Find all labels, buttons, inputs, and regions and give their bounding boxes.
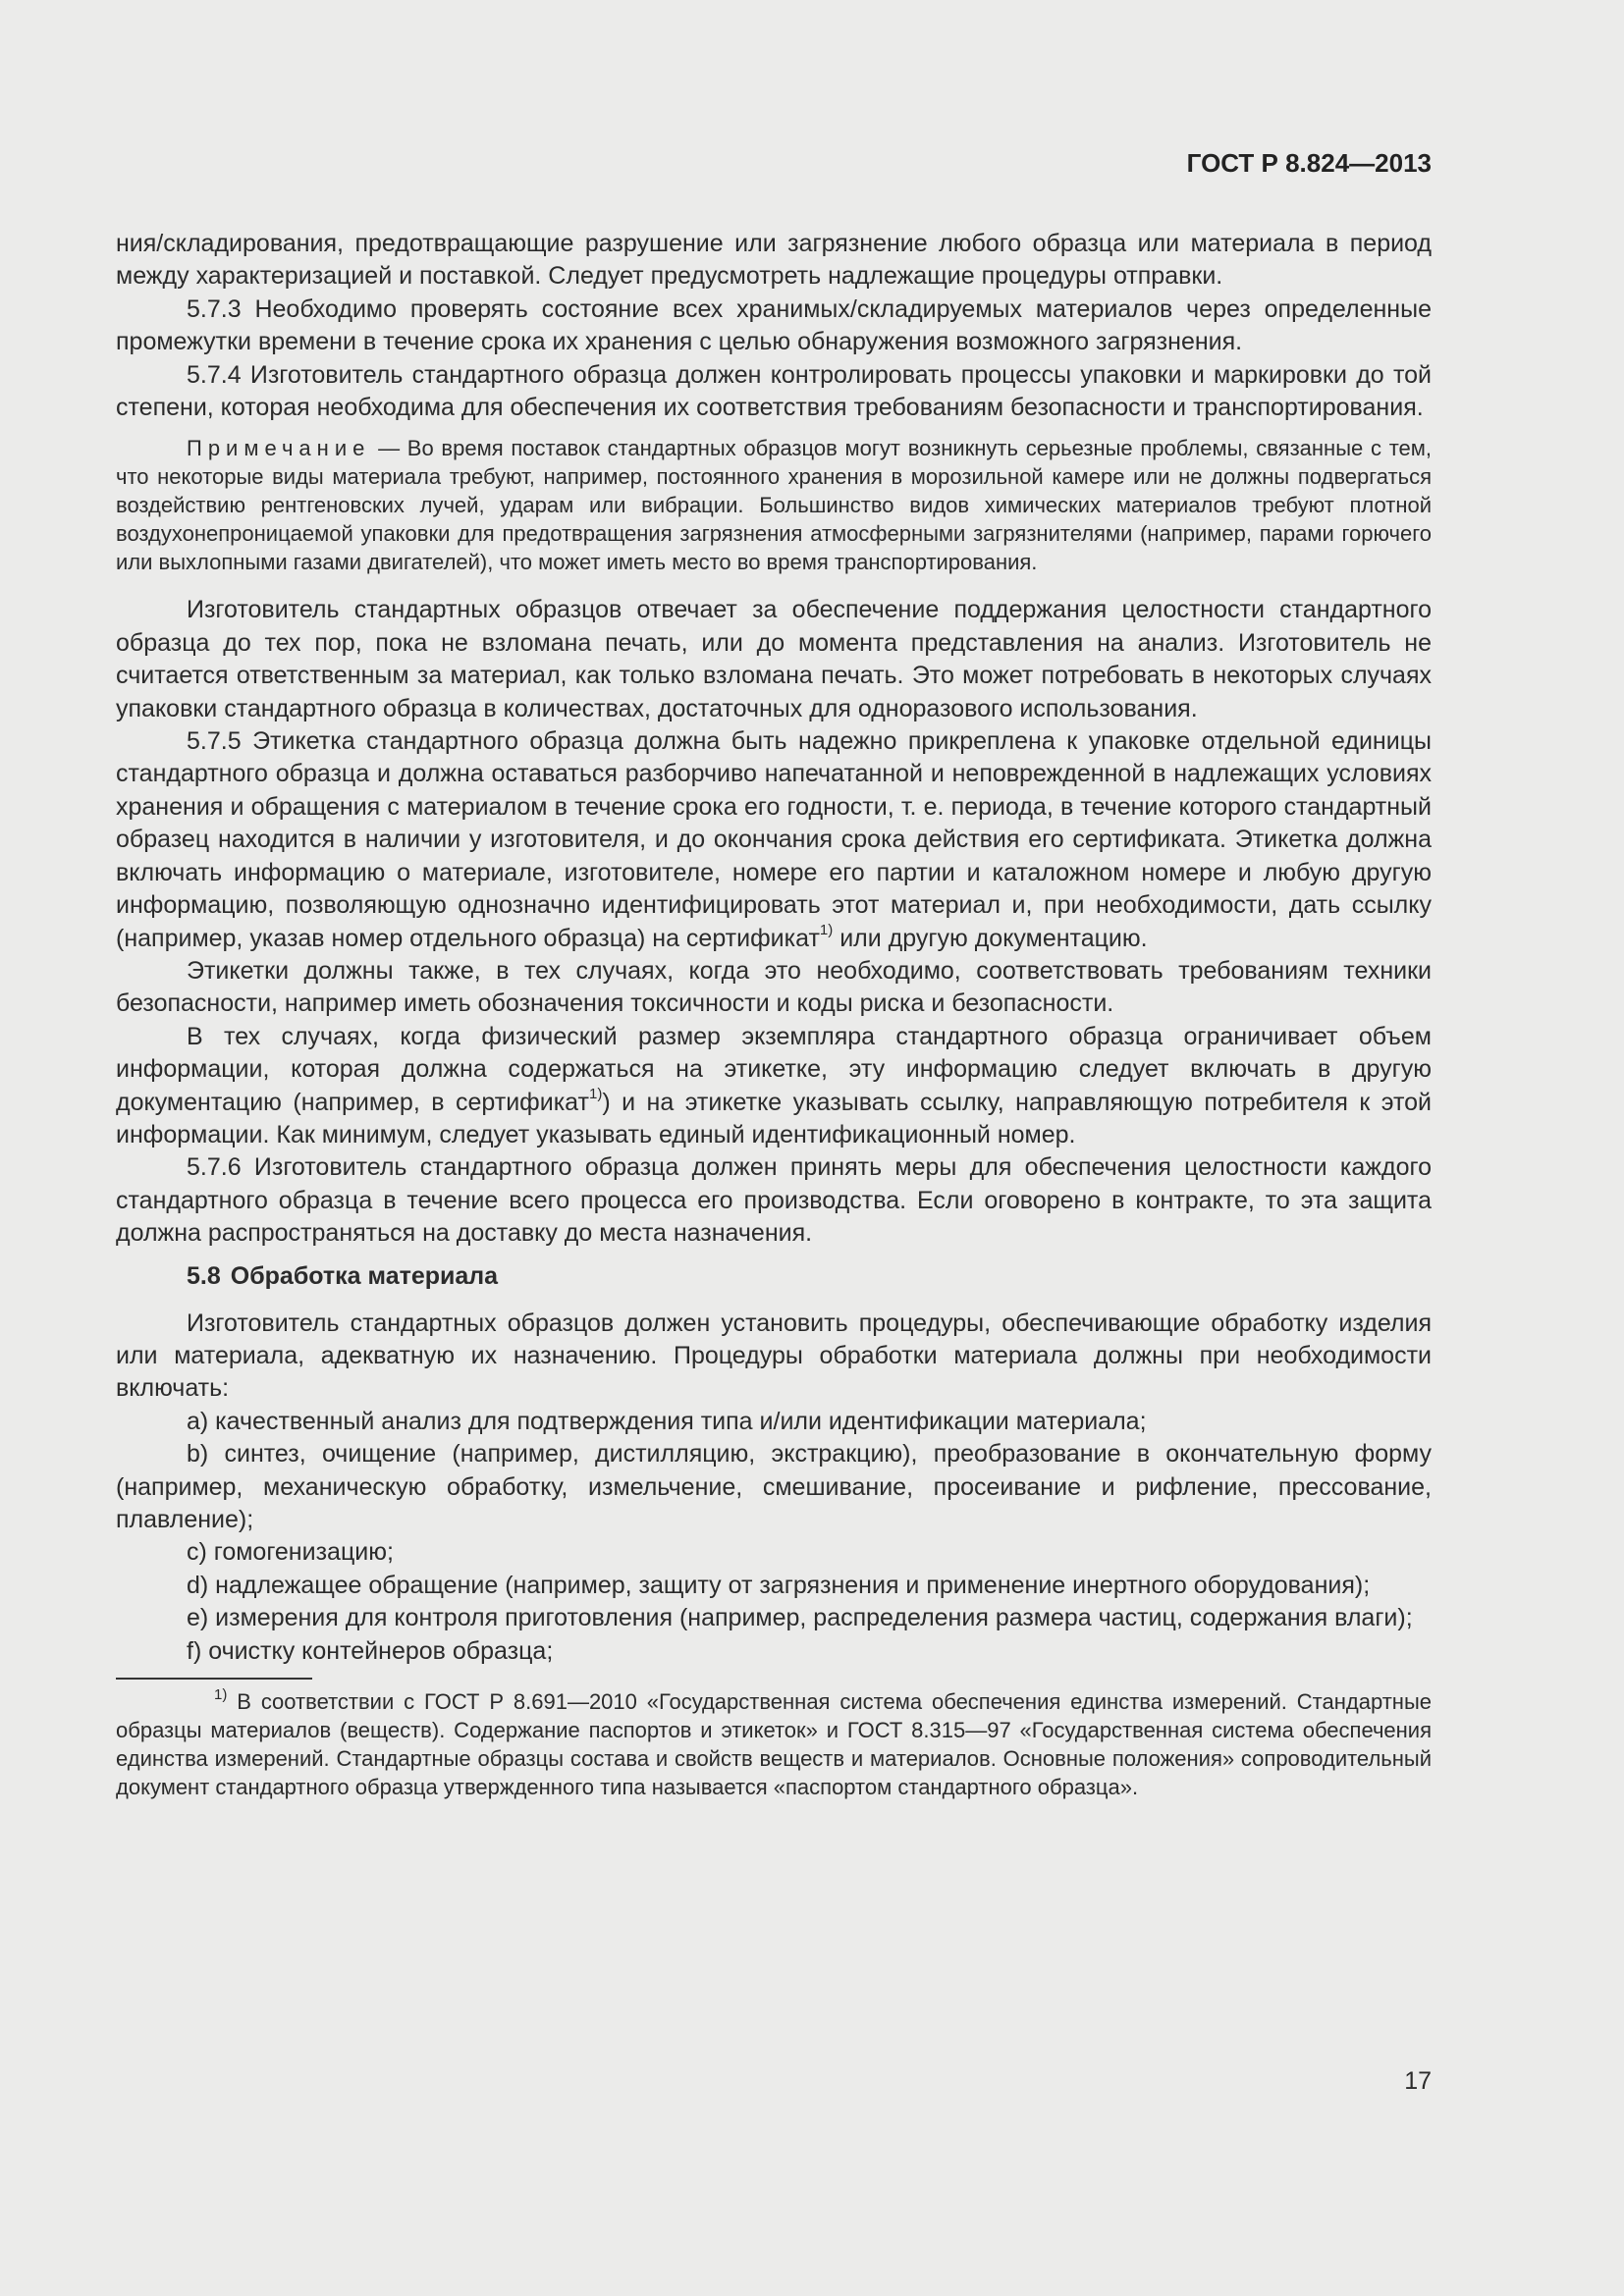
list-item: a) качественный анализ для подтверждения типа и/или идентификации материала;: [187, 1407, 1147, 1435]
paragraph-small-size-text: В тех случаях, когда физический размер экземпляра стандартного образца ограничивает объем информации, которая должна содержаться на этикетке, эту информацию следует включать в другую документацию (например, в сертификат: [116, 1022, 1432, 1116]
paragraph-5-7-5-text: 5.7.5 Этикетка стандартного образца должна быть надежно прикреплена к упаковке отдельной единицы стандартного образца и должна оставаться разборчиво напечатанной и неповрежденной в надлежащих условиях хранения и обращения с материалом в течение срока его годности, т. е. периода, в течение которого стандартный образец находится в наличии у изготовителя, и до окончания срока действия его сертификата. Этикетка должна включать информацию о материале, изготовителе, номере его партии и каталожном номере и любую другую информацию, позволяющую однозначно идентифицировать этот материал и, при необходимости, дать ссылку (например, указав номер отдельного образца) на сертификат: [116, 727, 1432, 952]
paragraph-integrity: Изготовитель стандартных образцов отвечает за обеспечение поддержания целостности стандартного образца до тех пор, пока не взломана печать, или до момента представления на анализ. Изготовитель не считается ответственным за материал, как только взломана печать. Это может потребовать в некоторых случаях упаковки стандартного образца в количествах, достаточных для одноразового использования.: [116, 596, 1432, 722]
footnote-divider: [116, 1678, 312, 1680]
paragraph-5-7-6: 5.7.6 Изготовитель стандартного образца должен принять меры для обеспечения целостности каждого стандартного образца в течение всего процесса его производства. Если оговорено в контракте, то эта защита должна распространяться на доставку до места назначения.: [116, 1153, 1432, 1248]
note-block: [116, 434, 1432, 576]
paragraph-labels-safety: Этикетки должны также, в тех случаях, когда это необходимо, соответствовать требованиям техники безопасности, например иметь обозначения токсичности и коды риска и безопасности.: [116, 956, 1432, 1018]
paragraph-small-size: [116, 1021, 1432, 1152]
section-title: Обработка материала: [230, 1261, 499, 1290]
paragraph-5-7-3: 5.7.3 Необходимо проверять состояние всех хранимых/складируемых материалов через определенные промежутки времени в течение срока их хранения с целью обнаружения возможного загрязнения.: [116, 294, 1432, 356]
footnote: [116, 1687, 1432, 1801]
list-item: d) надлежащее обращение (например, защиту от загрязнения и применение инертного оборудования);: [187, 1571, 1371, 1599]
section-intro: Изготовитель стандартных образцов должен установить процедуры, обеспечивающие обработку изделия или материала, адекватную их назначению. Процедуры обработки материала должны при необходимости включать:: [116, 1308, 1432, 1403]
page-number: 17: [1404, 2067, 1432, 2095]
list-item: c) гомогенизацию;: [187, 1538, 394, 1567]
footnote-ref: 1): [819, 922, 834, 939]
list-item: b) синтез, очищение (например, дистилляцию, экстракцию), преобразование в окончательную форму (например, механическую обработку, измельчение, смешивание, просеивание и рифление, прессование, плавление);: [116, 1440, 1432, 1533]
list-item: e) измерения для контроля приготовления (например, распределения размера частиц, содержания влаги);: [187, 1604, 1413, 1632]
paragraph-small-size-tail: ) и на этикетке указывать ссылку, направляющую потребителя к этой информации. Как минимум, следует указывать единый идентификационный номер.: [116, 1088, 1432, 1148]
section-heading: [116, 1260, 1432, 1293]
footnote-text: В соответствии с ГОСТ Р 8.691—2010 «Государственная система обеспечения единства измерений. Стандартные образцы материалов (веществ). Содержание паспортов и этикеток» и ГОСТ 8.315—97 «Государственная система обеспечения единства измерений. Стандартные образцы состава и свойств веществ и материалов. Основные положения» сопроводительный документ стандартного образца утвержденного типа называется «паспортом стандартного образца».: [116, 1689, 1432, 1800]
paragraph-5-7-5-tail: или другую документацию.: [833, 924, 1148, 952]
footnote-marker: 1): [214, 1685, 228, 1703]
paragraph-continuation: ния/складирования, предотвращающие разрушение или загрязнение любого образца или материала в период между характеризацией и поставкой. Следует предусмотреть надлежащие процедуры отправки.: [116, 230, 1432, 291]
footnote-ref: 1): [588, 1086, 603, 1103]
document-header-id: ГОСТ Р 8.824—2013: [1186, 148, 1432, 178]
note-label: Примечание: [187, 436, 371, 461]
section-number: 5.8: [187, 1261, 221, 1290]
note-text: — Во время поставок стандартных образцов могут возникнуть серьезные проблемы, связанные с тем, что некоторые виды материала требуют, например, постоянного хранения в морозильной камере или не должны подвергаться воздействию рентгеновских лучей, ударам или вибрации. Большинство видов химических материалов требуют плотной воздухонепроницаемой упаковки для предотвращения загрязнения атмосферными загрязнителями (например, парами горючего или выхлопными газами двигателей), что может иметь место во время транспортирования.: [116, 436, 1432, 575]
list-item: f) очистку контейнеров образца;: [187, 1636, 554, 1665]
paragraph-5-7-5: [116, 725, 1432, 955]
paragraph-5-7-4: 5.7.4 Изготовитель стандартного образца должен контролировать процессы упаковки и маркировки до той степени, которая необходима для обеспечения их соответствия требованиям безопасности и транспортирования.: [116, 360, 1432, 422]
